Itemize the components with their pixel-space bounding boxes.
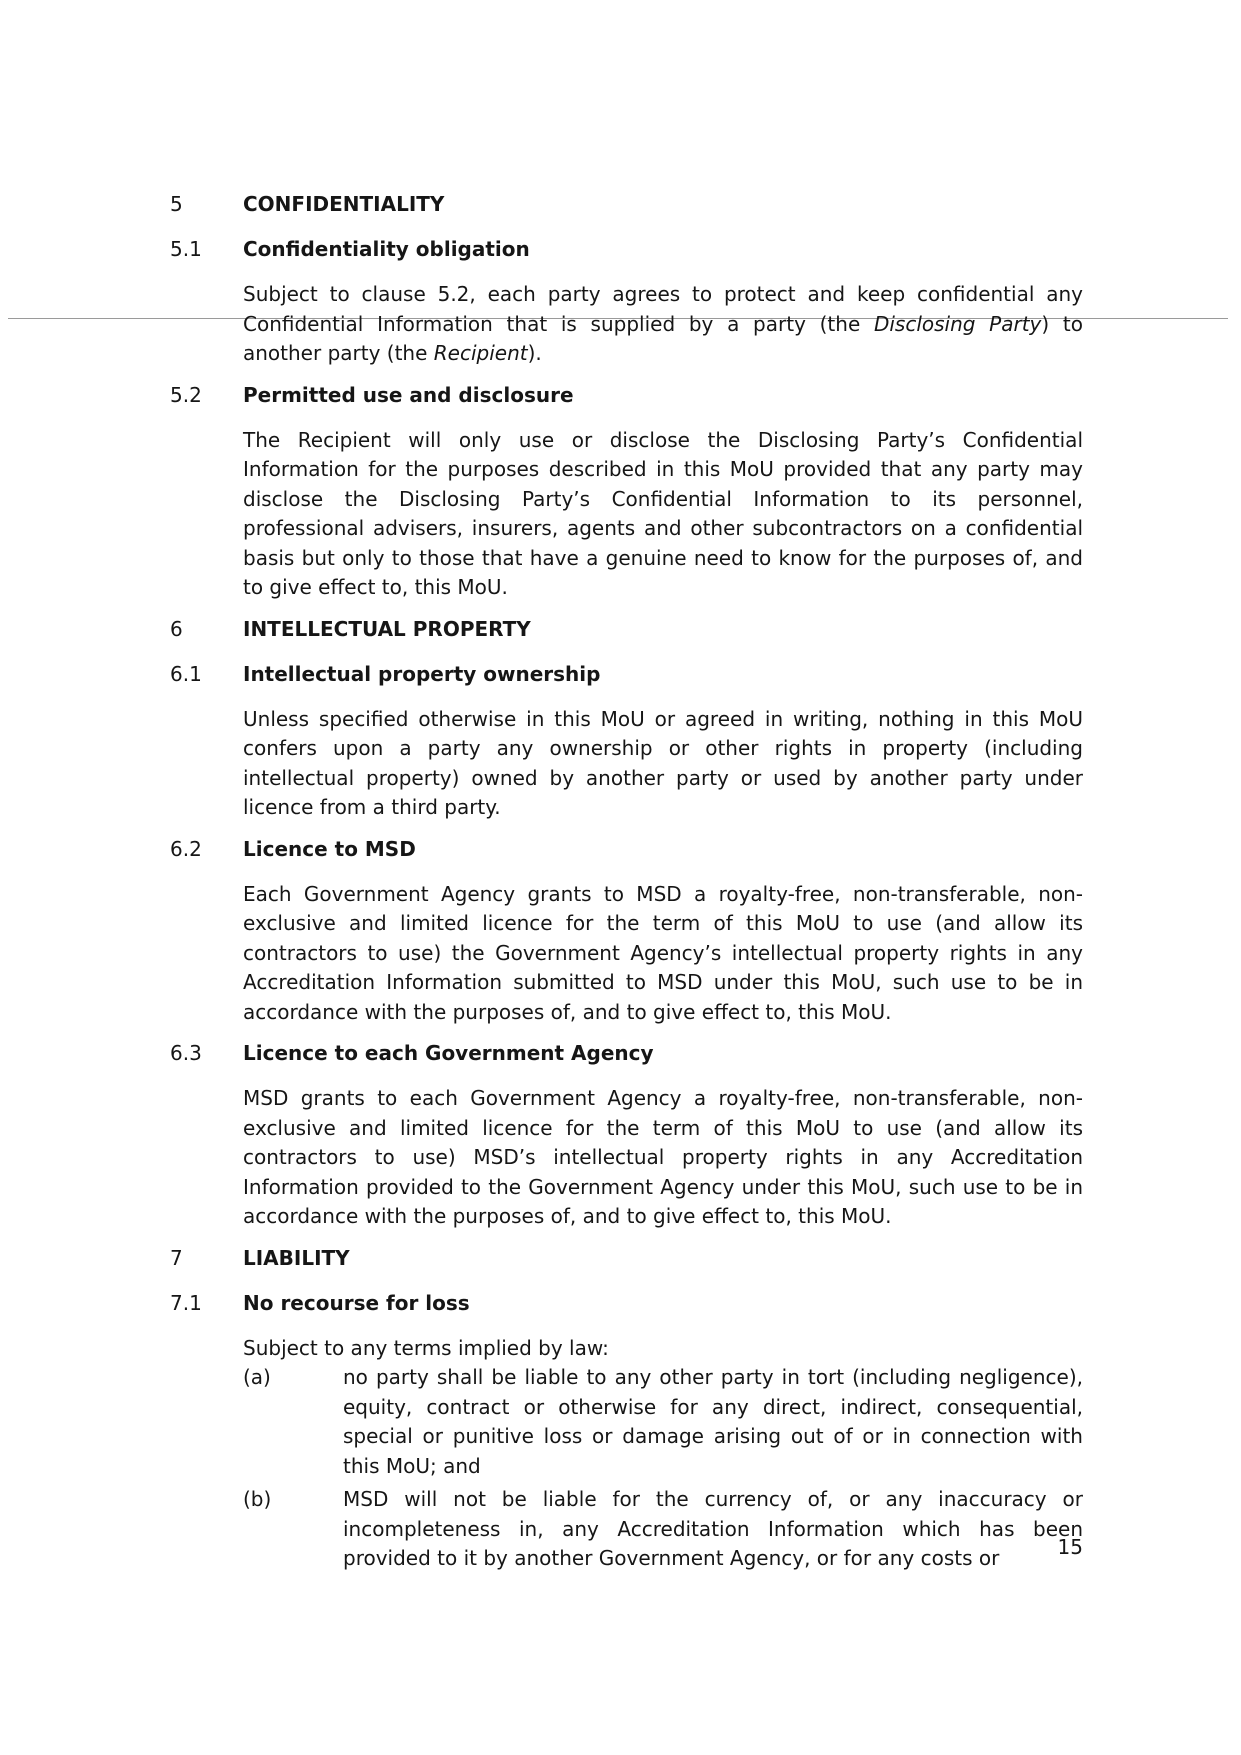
clause-number: 6.2 [170,836,202,861]
list-item-label: (b) [243,1487,272,1511]
clause-heading [0,660,1241,689]
clause-intro: Subject to any terms implied by law: [243,1335,609,1360]
clause-text [243,280,1083,369]
list-item-text: no party shall be liable to any other party in tort (including negligence), equity, contract or otherwise for any direct, indirect, consequential, special or punitive loss or damage arising out of or in connection with this MoU; and [343,1365,1083,1478]
clause-text: The Recipient will only use or disclose the Disclosing Party’s Confidential Information for the purposes described in this MoU provided that any party may disclose the Disclosing Party’s Confidential Information to its personnel, professional advisers, insurers, agents and other subcontractors on a confidential basis but only to those that have a genuine need to know for the purposes of, and to give effect to, this MoU. [243,427,1083,599]
clause-text-part: ). [527,341,542,365]
clause-number: 5.2 [170,382,202,407]
defined-term: Recipient [433,341,528,365]
clause-text-part: Subject to clause 5.2, each party agrees to protect and keep confidential any Confidential Information that is supplied by a party (the [243,282,1083,336]
clause-text-part: ) to another party (the [243,311,1083,365]
section-number: 6 [170,616,183,641]
clause-title: Permitted use and disclosure [243,382,574,407]
clause-heading [0,1039,1241,1068]
clause-title: No recourse for loss [243,1290,470,1315]
clause-heading [0,835,1241,864]
section-title: CONFIDENTIALITY [243,192,445,216]
clause-number: 6.1 [170,661,202,686]
clause-heading [0,381,1241,410]
clause-text: MSD grants to each Government Agency a royalty-free, non-transferable, non-exclusive and limited licence for the term of this MoU to use (and allow its contractors to use) MSD’s intellectual property rights in any Accreditation Information provided to the Government Agency under this MoU, such use to be in accordance with the purposes of, and to give effect to, this MoU. [243,1086,1083,1228]
list-item [243,1363,1083,1481]
defined-term: Disclosing Party [873,311,1042,336]
clause-heading [0,235,1241,264]
list-item [243,1485,1083,1574]
clause-number: 7.1 [170,1290,202,1315]
section-heading [0,1244,1241,1273]
clause-title: Confidentiality obligation [243,237,530,261]
page-number: 15 [1057,1535,1083,1559]
clause-text: Each Government Agency grants to MSD a royalty-free, non-transferable, non-exclusive and limited licence for the term of this MoU to use (and allow its contractors to use) the Government Agency’s intellectual property rights in any Accreditation Information submitted to MSD under this MoU, such use to be in accordance with the purposes of, and to give effect to, this MoU. [243,881,1083,1024]
clause-heading [0,1289,1241,1318]
clause-title: Intellectual property ownership [243,661,601,686]
clause-title: Licence to MSD [243,836,416,861]
document-page [0,190,1241,1578]
clause-number: 6.3 [170,1041,202,1065]
section-heading [0,615,1241,644]
section-title: LIABILITY [243,1245,350,1270]
section-title: INTELLECTUAL PROPERTY [243,616,531,641]
list-item-text: MSD will not be liable for the currency of, or any inaccuracy or incompleteness in, any Accreditation Information which has been provided to it by another Government Agency, or for any costs or [343,1487,1083,1570]
section-number: 5 [170,192,183,216]
section-heading [0,190,1241,219]
section-number: 7 [170,1245,183,1270]
list-item-label: (a) [243,1365,271,1389]
clause-text: Unless specified otherwise in this MoU or agreed in writing, nothing in this MoU confers upon a party any ownership or other rights in property (including intellectual property) owned by another party or used by another party under licence from a third party. [243,706,1083,819]
clause-number: 5.1 [170,237,202,261]
clause-title: Licence to each Government Agency [243,1041,654,1065]
